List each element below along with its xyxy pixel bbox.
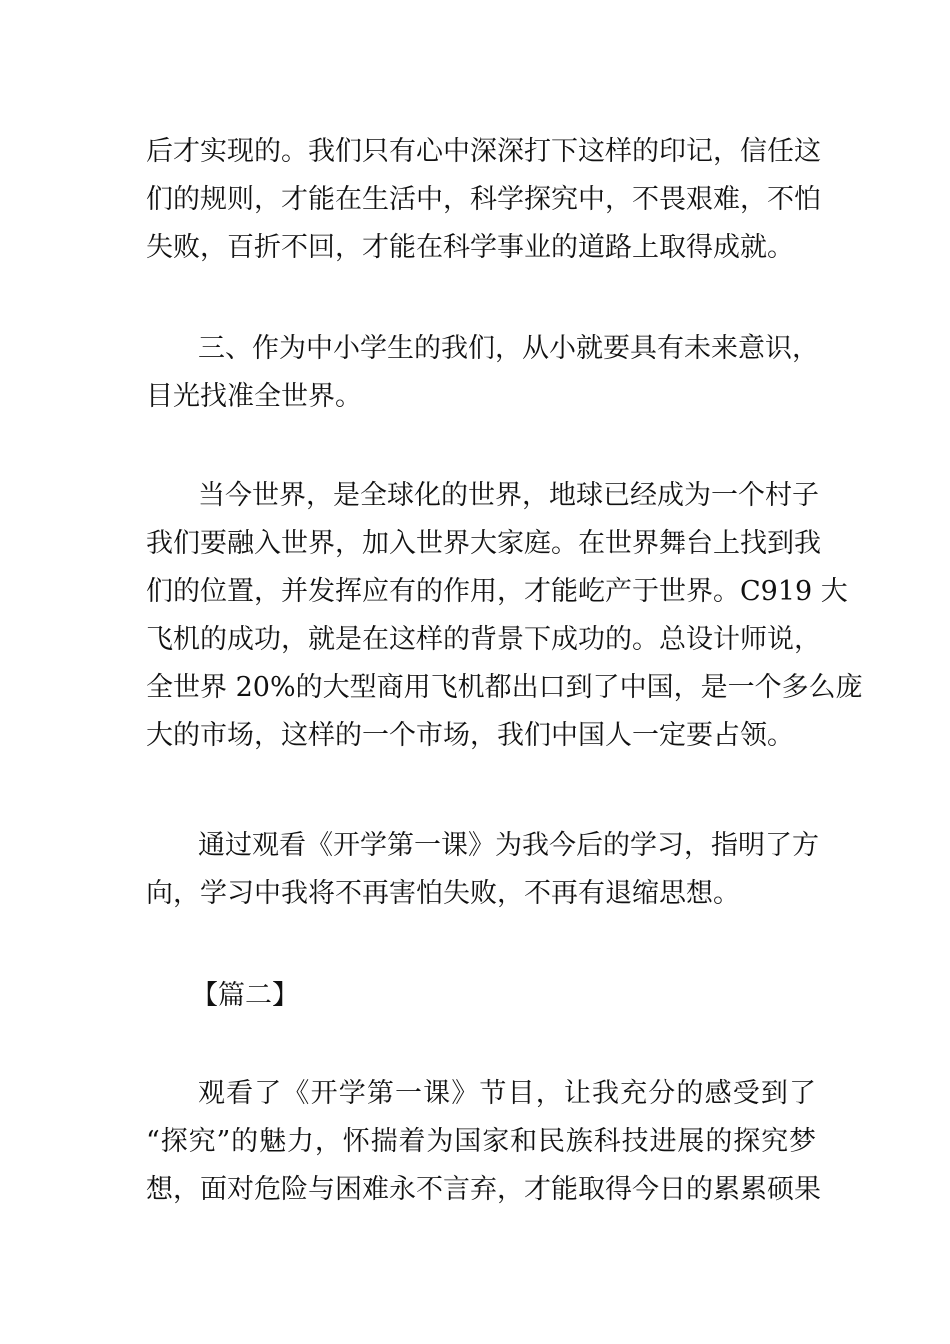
paragraph-line: 向，学习中我将不再害怕失败，不再有退缩思想。 [146, 878, 740, 909]
paragraph-line: 全世界 20%的大型商用飞机都出口到了中国，是一个多么庞 [146, 672, 863, 703]
paragraph-line: 后才实现的。我们只有心中深深打下这样的印记，信任这 [146, 136, 821, 167]
paragraph-line: 三、作为中小学生的我们，从小就要具有未来意识， [198, 333, 819, 364]
paragraph-line: 大的市场，这样的一个市场，我们中国人一定要占领。 [146, 720, 794, 751]
paragraph-line: 想，面对危险与困难永不言弃，才能取得今日的累累硕果 [146, 1174, 821, 1205]
paragraph-line: 我们要融入世界，加入世界大家庭。在世界舞台上找到我 [146, 528, 821, 559]
paragraph-4 [146, 822, 819, 918]
paragraph-line: 们的规则，才能在生活中，科学探究中，不畏艰难，不怕 [146, 184, 821, 215]
paragraph-6 [146, 1070, 821, 1214]
paragraph-line: “探究”的魅力，怀揣着为国家和民族科技进展的探究梦 [146, 1126, 816, 1157]
paragraph-2 [146, 325, 819, 421]
paragraph-line: 观看了《开学第一课》节目，让我充分的感受到了 [198, 1078, 816, 1109]
section-heading [146, 972, 816, 1020]
paragraph-line: 通过观看《开学第一课》为我今后的学习，指明了方 [198, 830, 819, 861]
paragraph-line: 目光找准全世界。 [146, 381, 362, 412]
paragraph-1 [146, 128, 821, 272]
paragraph-line: 们的位置，并发挥应有的作用，才能屹产于世界。C919 大 [146, 576, 848, 607]
section-heading-text: 【篇二】 [191, 980, 299, 1011]
paragraph-3 [146, 472, 863, 760]
paragraph-line: 飞机的成功，就是在这样的背景下成功的。总设计师说， [146, 624, 821, 655]
paragraph-line: 失败，百折不回，才能在科学事业的道路上取得成就。 [146, 232, 794, 263]
paragraph-line: 当今世界，是全球化的世界，地球已经成为一个村子 [198, 480, 819, 511]
